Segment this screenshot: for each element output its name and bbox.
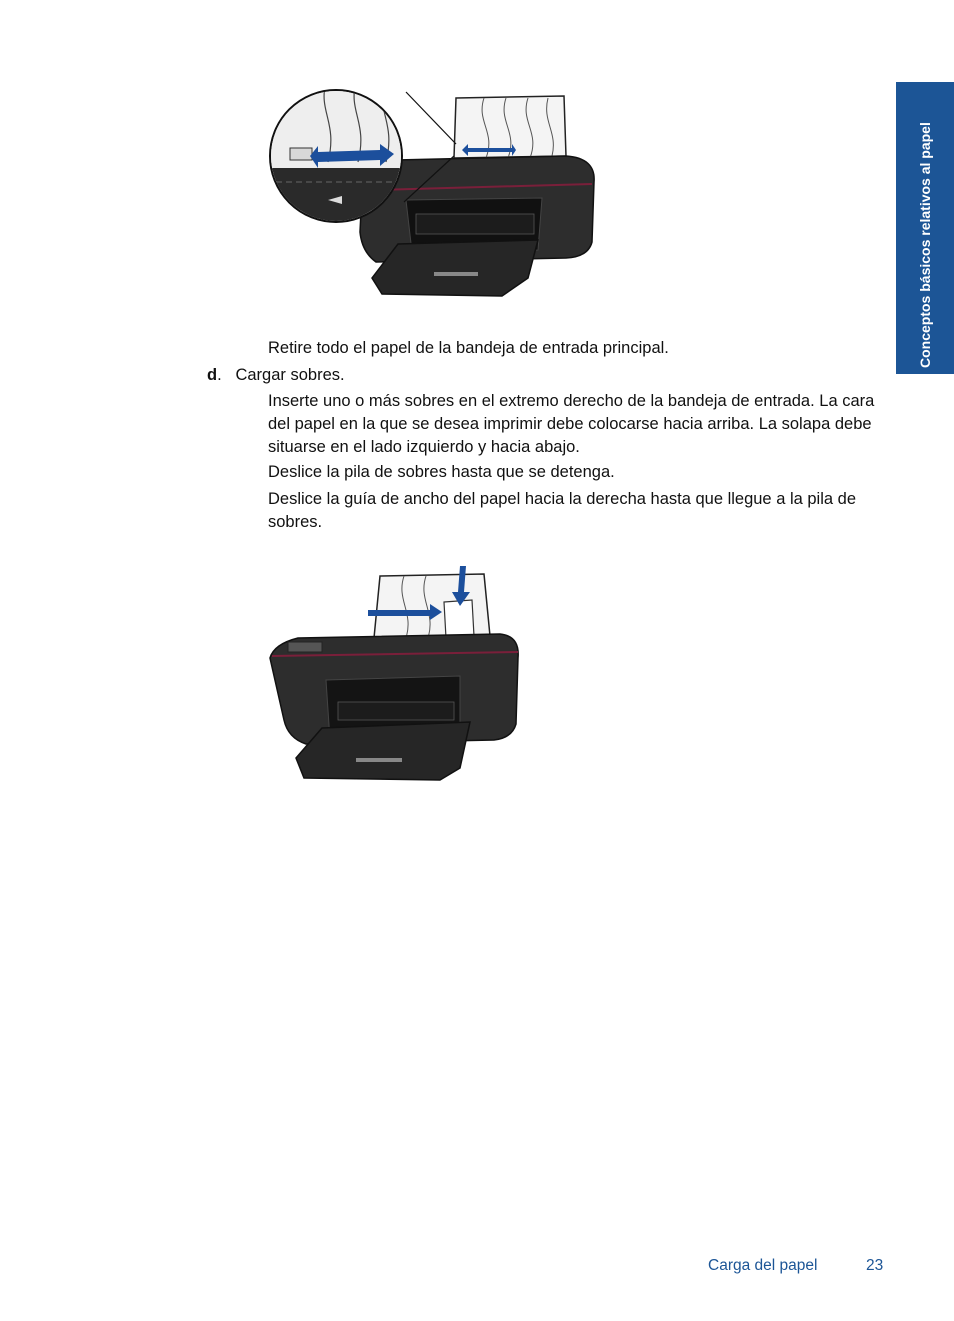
footer-section-title: Carga del papel [708,1257,818,1274]
output-tray [372,240,538,296]
step-letter: d [207,366,218,384]
step-punctuation: . [217,366,222,384]
step-title: Cargar sobres. [235,366,345,384]
insert-envelopes-instruction: Inserte uno o más sobres en el extremo derecho de la bandeja de entrada. La cara del papel en la que se desea imprimir debe colocarse hacia arriba. La solapa debe situarse en el lado izquierdo y hacia abajo. [268,392,875,456]
envelope [444,600,474,638]
slide-guide-instruction: Deslice la guía de ancho del papel hacia la derecha hasta que llegue a la pila de sobres. [268,490,857,531]
printer-remove-paper-illustration [266,82,602,302]
output-tray [296,722,470,780]
footer-page-number: 23 [866,1257,884,1274]
remove-paper-instruction: Retire todo el papel de la bandeja de entrada principal. [268,339,669,357]
printer-load-envelopes-illustration [264,562,522,784]
control-panel [288,642,322,652]
side-tab-label: Conceptos básicos relativos al papel [917,122,933,368]
section-side-tab [896,82,954,374]
slide-stack-instruction: Deslice la pila de sobres hasta que se detenga. [268,463,615,481]
step-d [207,364,345,387]
